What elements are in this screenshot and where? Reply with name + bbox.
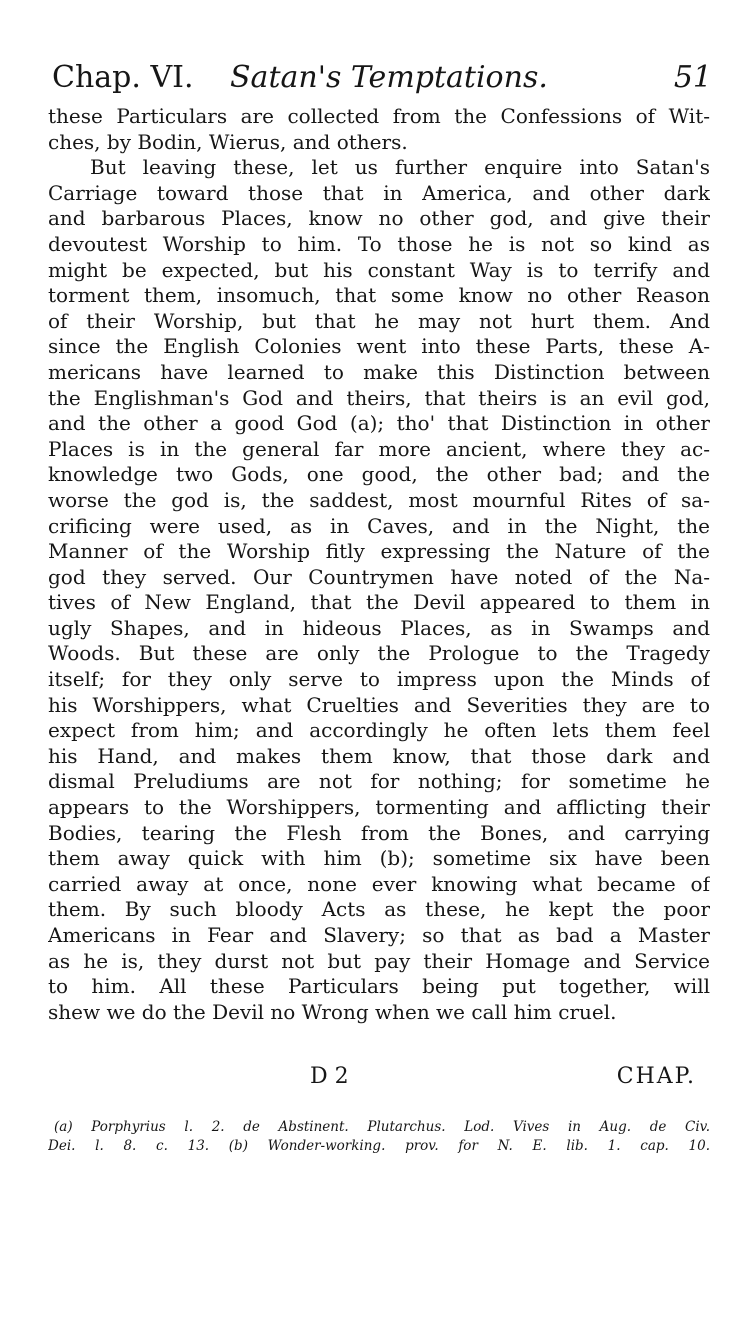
text-line: them. By such bloody Acts as these, he kept the poor xyxy=(48,897,710,922)
text-line: Americans in Fear and Slavery; so that as bad a Master xyxy=(48,923,710,947)
text-line: itself; for they only serve to impress upon the Minds of xyxy=(48,667,710,692)
text-line: But leaving these, let us further enquire into Satan's xyxy=(90,155,710,180)
text-line: dismal Preludiums are not for nothing; for sometime he xyxy=(48,769,710,794)
text-line: ugly Shapes, and in hideous Places, as in Swamps and xyxy=(48,615,710,640)
text-line: Woods. But these are only the Prologue to the Tragedy xyxy=(48,641,710,666)
text-line: devoutest Worship to him. To those he is not so kind as xyxy=(48,231,710,256)
running-header xyxy=(52,60,712,100)
running-title: Satan's Temptations. xyxy=(230,60,548,95)
text-line: appears to the Worshippers, tormenting and afflicting their xyxy=(48,795,710,820)
footnote-line: Dei. l. 8. c. 13. (b) Wonder-working. prov. for N. E. lib. 1. cap. 10. xyxy=(48,1138,710,1154)
text-line: Manner of the Worship fitly expressing the Nature of the xyxy=(48,539,710,564)
text-line: them away quick with him (b); sometime six have been xyxy=(48,846,710,871)
text-line: Bodies, tearing the Flesh from the Bones, and carrying xyxy=(48,820,710,845)
text-line: torment them, insomuch, that some know no other Reason xyxy=(48,283,710,308)
text-line: and the other a good God (a); tho' that Distinction in other xyxy=(48,411,710,436)
text-line: tives of New England, that the Devil appeared to them in xyxy=(48,590,710,615)
text-line: worse the god is, the saddest, most mournful Rites of sa- xyxy=(48,487,710,512)
text-line: god they served. Our Countrymen have noted of the Na- xyxy=(48,564,710,589)
chapter-label: Chap. VI. xyxy=(52,60,194,95)
text-line: and barbarous Places, know no other god, and give their xyxy=(48,206,710,231)
body-text xyxy=(48,104,710,1025)
text-line: the Englishman's God and theirs, that theirs is an evil god, xyxy=(48,385,710,410)
text-line: shew we do the Devil no Wrong when we call him cruel. xyxy=(48,999,617,1024)
text-line: expect from him; and accordingly he often lets them feel xyxy=(48,718,710,743)
text-line: his Hand, and makes them know, that those dark and xyxy=(48,743,710,768)
text-line: might be expected, but his constant Way is to terrify and xyxy=(48,257,710,282)
text-line: his Worshippers, what Cruelties and Severities they are to xyxy=(48,692,710,717)
text-line: carried away at once, none ever knowing what became of xyxy=(48,871,710,896)
text-line: crificing were used, as in Caves, and in the Night, the xyxy=(48,513,710,538)
catchword: CHAP. xyxy=(616,1064,696,1089)
page-foot xyxy=(48,1064,710,1094)
text-line: ches, by Bodin, Wierus, and others. xyxy=(48,129,408,154)
page-number: 51 xyxy=(673,60,712,95)
signature-mark: D 2 xyxy=(310,1064,349,1089)
text-line: these Particulars are collected from the Confessions of Wit- xyxy=(48,104,710,128)
text-line: Carriage toward those that in America, and other dark xyxy=(48,180,710,205)
text-line: as he is, they durst not but pay their Homage and Service xyxy=(48,948,710,973)
text-line: knowledge two Gods, one good, the other bad; and the xyxy=(48,462,710,487)
text-line: mericans have learned to make this Distinction between xyxy=(48,359,710,384)
text-line: to him. All these Particulars being put together, will xyxy=(48,974,710,999)
text-line: Places is in the general far more ancient, where they ac- xyxy=(48,436,710,461)
footnote-line: (a) Porphyrius l. 2. de Abstinent. Plutarchus. Lod. Vives in Aug. de Civ. xyxy=(54,1119,710,1135)
text-line: of their Worship, but that he may not hurt them. And xyxy=(48,308,710,333)
text-line: since the English Colonies went into these Parts, these A- xyxy=(48,334,710,359)
footnotes xyxy=(48,1118,710,1156)
